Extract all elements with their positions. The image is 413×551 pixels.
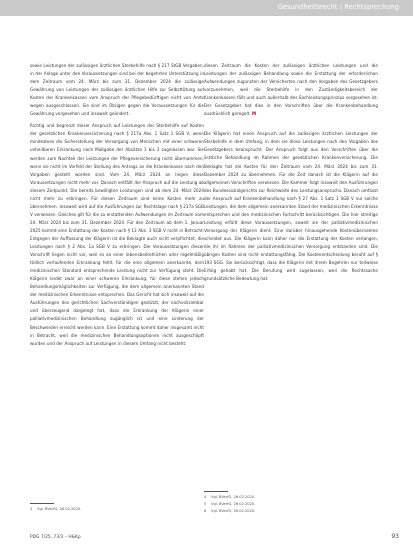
footnote-number: 5 [204,502,207,506]
page-number: 93 [391,533,399,540]
footnote-text: Vgl. BVerfG, 26.02.2020. [37,507,82,511]
left-paragraph-1: sowie Leistungen der zulässigen ärztlichen Sterbehilfe nach § 217 StGB Vergaben, in der Anlage unter den Voraussetzungen sind bei der begehrten Unterstützung in dem Zeitraum vom 24. März bis zum 31. Dezember 2024 die zulässige Gewährung von Leistungen der zulässigen ärztlichen Hilfe zur Selbsttötung auf Kosten der Krankenkassen vom Anspruch der Pflegebedürftigen nicht von Amts wegen ausgeschlossen. Sie sind im Übrigen gegen die Voraussetzungen für die Gewährung vorgesehen und insoweit geändert. [30,63,204,117]
right-paragraph-2: Die Klägerin hat einen Anspruch auf die zulässigen ärztlichen Leistungen der Sterbehilfe in dem Umfang, in dem sie diese Leistungen nach den Vorgaben des Gesetzgebers beansprucht. Der Anspruch folgt aus den Vorschriften über die ärztliche Behandlung im Rahmen der gesetzlichen Krankenversicherung. Die Beklagte hat die Kosten für den Zeitraum vom 24. März 2024 bis zum 31. Dezember 2024 zu übernehmen. Für die Zeit danach ist die Klägerin auf die allgemeinen Vorschriften verwiesen. Die Kammer folgt insoweit den Ausführungen des Bundessozialgerichts zur Reichweite des Leistungsanspruchs. Danach umfasst der Anspruch auf Krankenbehandlung nach § 27 Abs. 1 Satz 1 SGB V nur solche Leistungen, die dem allgemein anerkannten Stand der medizinischen Erkenntnisse entsprechen und den medizinischen Fortschritt berücksichtigen. Die hier streitige Leistung erfüllt diese Voraussetzungen, soweit sie der palliativmedizinischen Versorgung der Klägerin dient. Eine darüber hinausgehende Kostenübernahme scheidet aus. Die Klägerin kann daher nur die Erstattung der Kosten verlangen, die ihr im Rahmen der palliativmedizinischen Versorgung entstanden sind. Die übrigen Kosten sind nicht erstattungsfähig. Die Kostenentscheidung beruht auf § 193 SGG. Sie berücksichtigt, dass die Klägerin mit ihrem Begehren nur teilweise Erfolg gehabt hat. Die Berufung wird zugelassen, weil die Rechtssache grundsätzliche Bedeutung hat. [204,131,379,282]
footnote-divider-right [204,491,228,492]
footnote [30,506,81,513]
footnote [204,494,255,501]
footnote-text: Vgl. BVerfG, 26.02.2020. [211,495,256,499]
right-paragraph-1 [204,62,378,118]
header-bar [0,0,413,16]
footnote-divider-left [30,503,54,504]
footnote-text: Vgl. BVerfG, 26.02.2020. [211,502,256,506]
journal-citation: PDG 7/25, 73/3 – H&Kp [30,535,81,540]
footnote [204,501,255,508]
left-column [30,62,204,348]
margin-reference[interactable]: M [252,111,257,117]
footnote-text: Vgl. BVerfG, 26.02.2020. [211,509,256,513]
left-paragraph-2: Richtig und begrenzt dieser Anspruch auf Leistungen der Sterbehilfe auf Kosten der gesetzlichen Krankenversicherung nach § 217a Abs. 1 Satz 1 SGB V, wenn mindestens die Sicherstellung der Versorgung von Menschen mit einer schweren unheilbaren Erkrankung nach Maßgabe der Absätze 1 bis 3 zugelassen war. Sie werden zum Nachteil der Leistungen der Pflegeversicherung nicht übernommen, wenn sie nicht im Vorfeld der Stellung des Antrags an die Krankenkasse nach den Vorgaben gestellt worden sind. Vom 24. März 2024 an liegen diese Voraussetzungen nicht mehr vor. Danach entfällt der Anspruch auf die Leistung ab diesem Zeitpunkt. Die bereits bewilligten Leistungen sind ab dem 24. März 2024 nicht mehr zu erbringen. Für diesen Zeitraum sind keine Kosten mehr zu übernehmen. Insoweit wird auf die Ausführungen zur Rechtslage nach § 217a SGB V verwiesen. Gleiches gilt für die zu erstattenden Aufwendungen im Zeitraum vom 24. März 2024 bis zum 31. Dezember 2024. Für den Zeitraum ab dem 1. Januar 2025 kommt eine Erstattung der Kosten nach § 13 Abs. 3 SGB V nicht in Betracht. Entgegen der Auffassung der Klägerin ist die Beklagte auch nicht verpflichtet, die Leistungen nach § 2 Abs. 1a SGB V zu erbringen. Die Voraussetzungen dieser Vorschrift liegen nicht vor, weil es an einer lebensbedrohlichen oder regelmäßig tödlich verlaufenden Erkrankung fehlt, für die eine allgemein anerkannte, dem medizinischen Standard entsprechende Leistung nicht zur Verfügung steht. Die Klägerin leidet zwar an einer schweren Erkrankung; für diese stehen jedoch Behandlungsmöglichkeiten zur Verfügung, die dem allgemein anerkannten Stand der medizinischen Erkenntnisse entsprechen. Das Gericht hat sich insoweit auf die Ausführungen des gerichtlichen Sachverständigen gestützt, der nachvollziehbar und überzeugend dargelegt hat, dass die Erkrankung der Klägerin einer palliativmedizinischen Behandlung zugänglich ist und eine Linderung der Beschwerden erreicht werden kann. Eine Erstattung kommt daher insgesamt nicht in Betracht, weil die medizinischen Behandlungsoptionen nicht ausgeschöpft wurden und der Anspruch auf Leistungen in diesem Umfang nicht besteht. [30,123,204,346]
footnote-number: 3 [30,507,33,511]
footnote [204,508,255,515]
right-column [204,62,378,283]
footnote-number: 6 [204,509,207,513]
footnote-number: 4 [204,495,207,499]
section-title: Gesundheitsrecht / Rechtsprechung [277,3,399,11]
right-paragraph-1-text: diesen Zeitraum die Kosten der zulässigen ärztlichen Leistungen und die Leistungen der zulässigen Behandlung sowie die Erstattung der erforderlichen Aufwendungen zugunsten der Versicherten nach den Vorgaben des Gesetzgebers vorzunehmen, weil die Sterbehilfe in den Zuständigkeitsbereich der Krankenkassen fällt und auch außerhalb des Sachleistungsprinzips vorgesehen ist. Der Gesetzgeber hat dies in den Vorschriften über die Krankenbehandlung ausdrücklich geregelt. [204,63,378,117]
